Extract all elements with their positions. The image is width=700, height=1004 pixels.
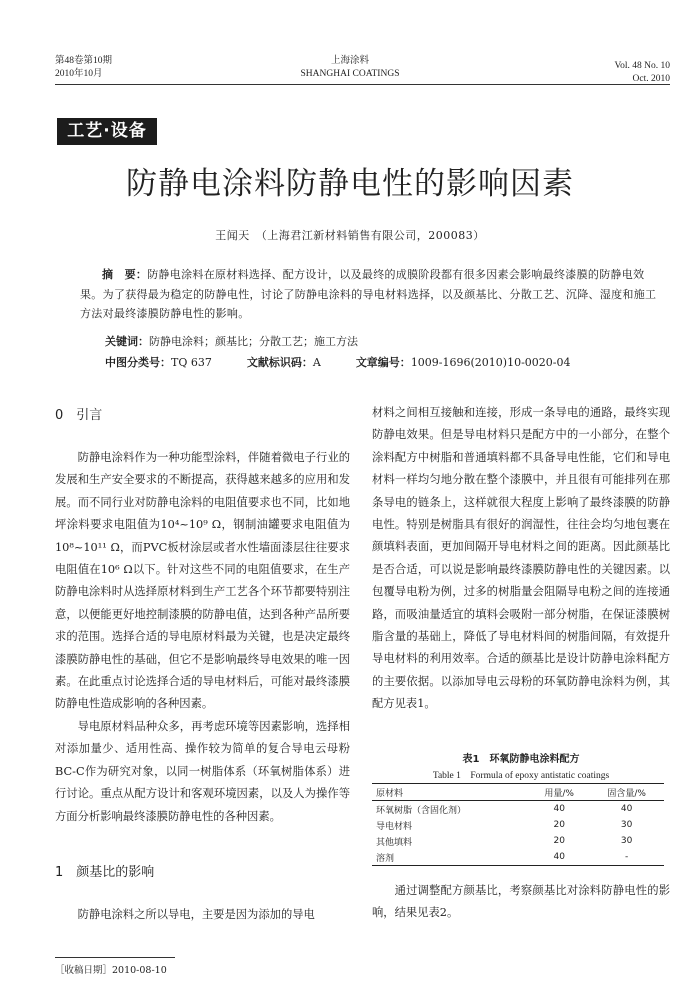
journal-volume: 第48卷第10期 (55, 56, 113, 66)
article-title: 防静电涂料防静电性的影响因素 (126, 166, 574, 202)
article-no-label: 文章编号： (355, 356, 411, 369)
journal-date: 2010年10月 (55, 69, 103, 79)
table-cell: 环氧树脂（含固化剂） (376, 805, 467, 816)
journal-name (0, 55, 700, 81)
journal-date-en: Oct. 2010 (632, 74, 670, 84)
left-column (55, 447, 350, 828)
header-rule (55, 84, 670, 85)
table-header-cell: 用量/% (544, 788, 574, 799)
right-paragraph-2: 通过调整配方颜基比，考察颜基比对涂料防静电性的影响，结果见表2。 (372, 884, 670, 920)
doc-code-value: A (312, 356, 321, 369)
journal-volume-en: Vol. 48 No. 10 (614, 61, 670, 71)
keywords-text: 防静电涂料；颜基比；分散工艺；施工方法 (149, 335, 358, 348)
abstract-label: 摘 要： (102, 268, 148, 281)
section-0-heading: 0 引言 (55, 408, 103, 423)
table-row (372, 817, 664, 833)
table-cell: 40 (553, 804, 565, 814)
section-tag: 工艺·设备 (57, 118, 157, 145)
journal-issue-en (614, 60, 670, 86)
clc-label: 中图分类号： (105, 356, 171, 369)
table-cell: 40 (620, 804, 633, 814)
section-1-body (55, 904, 350, 926)
journal-name-cn: 上海涂料 (330, 56, 369, 66)
table-cell: 20 (553, 836, 565, 846)
classification-line (105, 354, 571, 370)
footnote-rule (55, 957, 175, 958)
table-cell: - (625, 852, 629, 862)
section-1-paragraph-start: 防静电涂料之所以导电，主要是因为添加的导电 (77, 908, 315, 921)
table-cell: 20 (553, 820, 565, 830)
table-1 (372, 783, 664, 866)
abstract (80, 265, 660, 324)
author-affiliation: 王闻天 （上海君江新材料销售有限公司，200083） (215, 229, 485, 242)
table-row (372, 833, 664, 849)
table-1-title-cn: 表1 环氧防静电涂料配方 (462, 754, 580, 765)
intro-paragraph-2: 导电原材料品种众多，再考虑环境等因素影响，选择相对添加量少、适用性高、操作较为简单的复合导电云母粉BC-C作为研究对象，以同一树脂体系（环氧树脂体系）进行讨论。重点从配方设计和客观环境因素，以及人为操作等方面分析影响最终漆膜防静电性的各种因素。 (55, 719, 350, 823)
journal-name-en: SHANGHAI COATINGS (300, 69, 400, 79)
table-cell: 溶剂 (376, 853, 395, 864)
table-cell: 40 (553, 852, 565, 862)
intro-paragraph-1: 防静电涂料作为一种功能型涂料，伴随着微电子行业的发展和生产安全要求的不断提高，获得越来越多的应用和发展。而不同行业对防静电涂料的电阻值要求也不同，比如地坪涂料要求电阻值为10⁴~10⁹ Ω，钢制油罐要求电阻值为10⁸~10¹¹ Ω，而PVC板材涂层或者水性墙面漆层往往要求电阻值在10⁶ Ω以下。针对这些不同的电阻值要求，在生产防静电涂料时从选择原材料到生产工艺各个环节都要特别注意，以便能更好地控制漆膜的防静电值，达到各种产品所要求的范围。选择合适的导电原材料最为关键，也是决定最终漆膜防静电性的基础，但它不是影响最终导电效果的唯一因素。在此重点讨论选择合适的导电材料后，可能对最终漆膜防静电性造成影响的各种因素。 (55, 451, 350, 711)
keywords-line (105, 333, 358, 349)
article-no-value: 1009-1696(2010)10-0020-04 (410, 356, 571, 369)
table-1-title-en: Table 1 Formula of epoxy antistatic coatings (432, 771, 610, 781)
clc-value: TQ 637 (171, 356, 212, 369)
right-paragraph-1: 材料之间相互接触和连接，形成一条导电的通路，最终实现防静电效果。但是导电材料只是配方中的一小部分，在整个涂料配方中树脂和普通填料都不具备导电性能，它们和导电材料一样均匀地分散在整个漆膜中，并且很有可能排列在那条导电的链条上，这样就很大程度上影响了最终漆膜的防静电性。特别是树脂具有很好的润湿性，往往会均匀地包裹在颜填料表面，更加间隔开导电材料之间的距离。因此颜基比是否合适，可以说是影响最终漆膜防静电性的关键因素。以包覆导电粉为例，过多的树脂量会阻隔导电粉之间的连接通路，而吸油量适宜的填料会吸附一部分树脂，在保证漆膜树脂含量的基础上，降低了导电材料间的树脂间隔，有效提升导电材料的利用效率。合适的颜基比是设计防静电涂料配方的主要依据。以添加导电云母粉的环氧防静电涂料为例，其配方见表1。 (372, 406, 670, 711)
abstract-text: 防静电涂料在原材料选择、配方设计，以及最终的成膜阶段都有很多因素会影响最终漆膜的防静电效果。为了获得最为稳定的防静电性，讨论了防静电涂料的导电材料选择，以及颜基比、分散工艺、沉降、湿度和施工方法对最终漆膜防静电性的影响。 (80, 268, 657, 320)
table-cell: 其他填料 (376, 837, 413, 848)
section-1-heading: 1 颜基比的影响 (55, 865, 155, 880)
table-cell: 导电材料 (376, 821, 413, 832)
table-header-row (372, 784, 664, 801)
table-row (372, 849, 664, 866)
right-column-after-table (372, 880, 670, 925)
keywords-label: 关键词： (105, 335, 149, 348)
table-cell: 30 (620, 836, 633, 846)
doc-code-label: 文献标识码： (246, 356, 313, 369)
table-row (372, 801, 664, 818)
right-column (372, 402, 670, 716)
received-date: ［收稿日期］2010-08-10 (55, 965, 167, 976)
table-cell: 30 (620, 820, 633, 830)
table-header-cell: 固含量/% (607, 788, 646, 799)
table-header-cell: 原材料 (376, 788, 404, 799)
